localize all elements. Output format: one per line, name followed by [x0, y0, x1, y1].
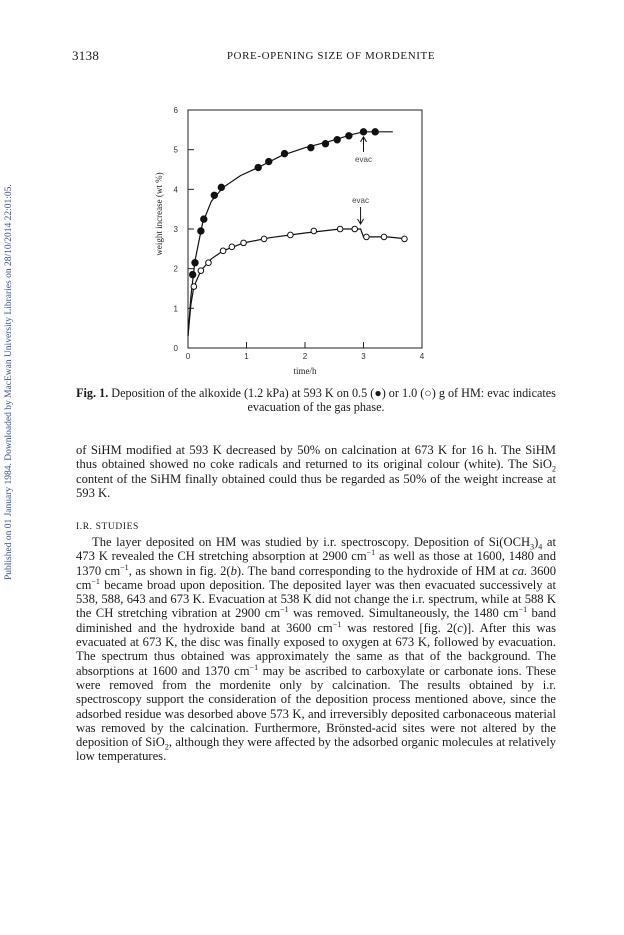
open-data-point [381, 234, 387, 240]
x-tick-label: 0 [185, 352, 191, 361]
y-axis-label: weight increase (wt %) [154, 172, 164, 256]
caption-text-2: ) or 1.0 ( [381, 386, 425, 400]
open-data-point [261, 236, 267, 242]
open-data-point [191, 284, 197, 290]
filled-data-point [372, 129, 378, 135]
evac-label-open: evac [352, 196, 370, 205]
plot-frame [188, 110, 422, 348]
filled-data-point [281, 150, 287, 156]
y-tick-label: 3 [173, 225, 178, 234]
filled-data-point [360, 129, 366, 135]
figure-1-chart [130, 90, 460, 390]
filled-data-point [211, 192, 217, 198]
filled-data-point [334, 137, 340, 143]
open-data-point [220, 248, 226, 254]
filled-data-point [192, 260, 198, 266]
open-data-point [311, 228, 317, 234]
caption-text-1: Deposition of the alkoxide (1.2 kPa) at 593 K on 0.5 ( [108, 386, 375, 400]
open-data-point [364, 234, 370, 240]
y-tick-label: 0 [173, 344, 178, 353]
open-data-point [337, 226, 343, 232]
filled-data-point [201, 216, 207, 222]
open-data-point [229, 244, 235, 250]
running-title-wrap [0, 50, 624, 62]
page-number: 3138 [72, 48, 100, 63]
y-tick-label: 5 [173, 145, 178, 155]
filled-circle-symbol: ● [374, 386, 382, 400]
chart-svg [130, 90, 460, 390]
filled-data-point [266, 158, 272, 164]
x-tick-label: 1 [244, 352, 249, 361]
caption-text-3: ) g of HM: evac indicates evacuation of the gas phase. [247, 386, 556, 414]
x-tick-label: 4 [419, 352, 425, 361]
open-data-point [402, 236, 408, 242]
filled-data-point [255, 164, 261, 170]
y-tick-label: 2 [173, 264, 178, 274]
paragraph-1: of SiHM modified at 593 K decreased by 50% on calcination at 673 K for 16 h. The SiHM thus obtained showed no coke radicals and returned to its original colour (white). The SiO$_2$ content of the SiHM finally obtained could thus be regarded as 50% of the weight increase at 593 K. [76, 443, 556, 500]
section-heading: I.R. STUDIES [76, 522, 139, 532]
x-axis-label: time/h [293, 366, 317, 376]
filled-data-point [198, 228, 204, 234]
evac-label-filled: evac [355, 154, 372, 164]
filled-data-point [322, 141, 328, 147]
filled-data-point [189, 271, 195, 277]
download-notice: Published on 01 January 1984. Downloaded by MacEwan University Libraries on 28/10/2014 22:01:05. [4, 184, 14, 580]
filled-data-point [308, 144, 314, 150]
open-data-point [198, 268, 204, 274]
filled-data-point [218, 184, 224, 190]
open-data-point [206, 260, 212, 266]
filled-data-point [346, 133, 352, 139]
caption-label: Fig. 1. [76, 386, 109, 400]
running-title: PORE-OPENING SIZE OF MORDENITE [226, 50, 436, 62]
open-data-point [352, 226, 358, 232]
paragraph-2: The layer deposited on HM was studied by i.r. spectroscopy. Deposition of $Si(OCH_3)_4$ at 473 K revealed the CH stretching absorption at 2900 $cm^{-1}$ as well as those at 1600, 1480 and 1370 $cm^{-1}$, as shown in fig. 2(b). The band corresponding to the hydroxide of HM at ca. 3600 $cm^{-1}$ became broad upon deposition. The deposited layer was then evacuated successively at 538, 588, 643 and 673 K. Evacuation at 538 K did not change the i.r. spectrum, while at 588 K the CH stretching vibration at 2900 $cm^{-1}$ was removed. Simultaneously, the 1480 $cm^{-1}$ band diminished and the hydroxide band at 3600 $cm^{-1}$ was restored [fig. 2(c)]. After this was evacuated at 673 K, the disc was finally exposed to oxygen at 673 K, followed by evacuation. The spectrum thus obtained was approximately the same as that of the background. The absorptions at 1600 and 1370 $cm^{-1}$ may be ascribed to carboxylate or carbonate ions. These were removed from the mordenite only by calcination. The results obtained by i.r. spectroscopy support the consideration of the deposition process mentioned above, since the adsorbed residue was desorbed above 573 K, and irreversibly deposited carbonaceous material was removed by the calcination. Furthermore, Brönsted-acid sites were not altered by the deposition of SiO$_2$, although they were affected by the adsorbed organic molecules at relatively low temperatures. [76, 535, 557, 764]
open-data-point [241, 240, 247, 246]
y-tick-label: 6 [173, 106, 178, 115]
open-data-point [288, 232, 294, 238]
y-tick-label: 1 [173, 304, 178, 314]
x-tick-label: 2 [302, 352, 308, 361]
y-tick-label: 4 [173, 185, 178, 195]
open-circle-symbol: ○ [424, 386, 432, 400]
x-tick-label: 3 [361, 352, 366, 361]
series-2-curve [188, 229, 407, 336]
figure-caption [76, 386, 556, 414]
